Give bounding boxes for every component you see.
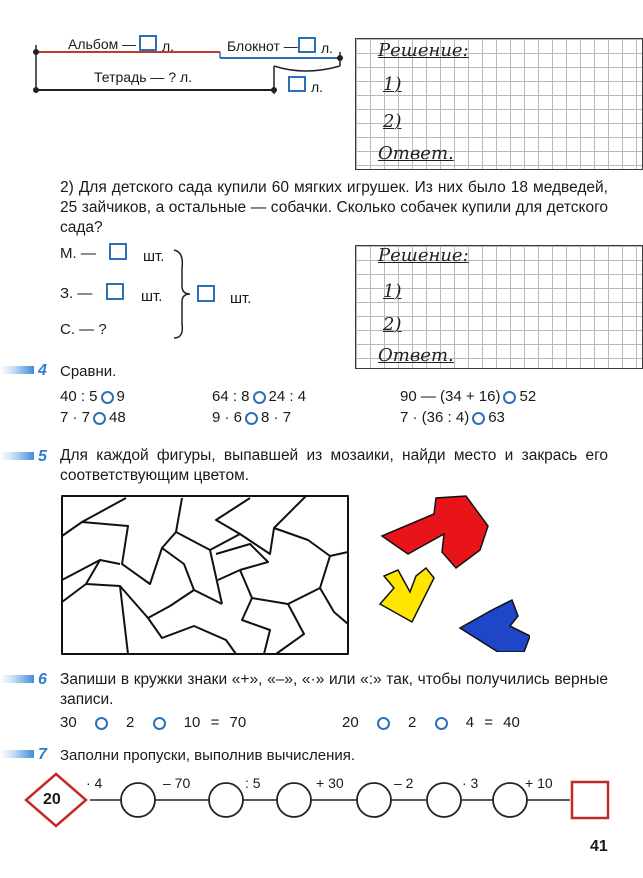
compare-left: 9 · 6 (212, 409, 243, 426)
task2-total-box[interactable] (197, 285, 215, 302)
sign-circle[interactable] (435, 717, 448, 730)
solution-1-step1: 1) (383, 74, 402, 95)
mosaic-loose-pieces (370, 492, 530, 652)
compare-circle[interactable] (101, 391, 114, 404)
task2-bunnies-unit: шт. (141, 288, 163, 305)
compare-right: 48 (109, 409, 126, 426)
blue-piece (460, 600, 530, 652)
compare-right: 9 (116, 388, 125, 405)
album-answer-box[interactable] (139, 35, 157, 51)
chain-circle-4 (357, 783, 391, 817)
expr-number: 10 (183, 714, 201, 731)
difference-answer-box[interactable] (288, 76, 306, 92)
notebook-unit: л. (321, 40, 334, 56)
compare-item-5 (400, 389, 536, 404)
equals-sign: = (484, 714, 493, 731)
task4-title: Сравни. (60, 363, 117, 380)
expr-result: 40 (503, 714, 520, 731)
compare-circle[interactable] (503, 391, 516, 404)
task2-bears-label: М. — (60, 245, 96, 262)
compare-item-4 (212, 410, 291, 425)
album-label: Альбом — (68, 36, 137, 52)
task2-bears-unit: шт. (143, 248, 165, 265)
page-number: 41 (590, 838, 608, 855)
copybook-label: Тетрадь — ? л. (94, 69, 193, 85)
compare-circle[interactable] (245, 412, 258, 425)
compare-left: 7 · 7 (60, 409, 91, 426)
chain-op-4: + 30 (316, 775, 344, 791)
task7-number: 7 (38, 746, 47, 763)
solution-2-step2: 2) (383, 314, 402, 335)
task2-bears-box[interactable] (109, 243, 127, 260)
task6-bar (0, 675, 34, 683)
solution-1-answer: Ответ. (378, 143, 454, 164)
compare-circle[interactable] (472, 412, 485, 425)
mosaic-outline[interactable] (60, 494, 350, 656)
chain-result-box (572, 782, 608, 818)
compare-right: 24 : 4 (268, 388, 307, 405)
task4-number: 4 (38, 362, 47, 379)
chain-start-value: 20 (43, 791, 61, 808)
chain-op-1: · 4 (86, 775, 103, 791)
chain-circle-5 (427, 783, 461, 817)
yellow-piece (380, 568, 434, 622)
compare-left: 90 — (34 + 16) (400, 388, 501, 405)
task6-number: 6 (38, 671, 47, 688)
task5-bar (0, 452, 34, 460)
expr-number: 2 (126, 714, 135, 731)
notebook-label: Блокнот — (227, 38, 298, 54)
task7-bar (0, 750, 34, 758)
chain-circle-6 (493, 783, 527, 817)
compare-item-1 (60, 389, 125, 404)
compare-right: 63 (488, 409, 505, 426)
chain-op-5: – 2 (394, 775, 414, 791)
solution-2-step1: 1) (383, 281, 402, 302)
difference-unit: л. (311, 79, 324, 95)
task5-number: 5 (38, 448, 47, 465)
task2-dogs-label: С. — ? (60, 321, 107, 338)
compare-left: 40 : 5 (60, 388, 98, 405)
chain-circle-2 (209, 783, 243, 817)
compare-item-2 (60, 410, 126, 425)
solution-2-title: Решение: (378, 245, 469, 266)
task2-text: 2) Для детского сада купили 60 мягких игрушек. Из них было 18 медведей, 25 зайчиков, а остальные — собачки. Сколько собачек купили для детского сада? (60, 179, 608, 236)
chain-op-3: : 5 (245, 775, 261, 791)
expr-number: 4 (465, 714, 475, 731)
album-unit: л. (162, 38, 175, 54)
sign-circle[interactable] (377, 717, 390, 730)
task7-text: Заполни пропуски, выполнив вычисления. (60, 747, 356, 764)
compare-item-3 (212, 389, 306, 404)
task6-expr-1 (60, 715, 246, 730)
task5-text: Для каждой фигуры, выпавшей из мозаики, найди место и закрась его соответствующим цветом. (60, 447, 608, 484)
chain-circle-3 (277, 783, 311, 817)
solution-1-step2: 2) (383, 111, 402, 132)
expr-number: 20 (342, 714, 359, 731)
solution-2-answer: Ответ. (378, 345, 454, 366)
notebook-answer-box[interactable] (298, 37, 316, 53)
compare-circle[interactable] (253, 391, 266, 404)
expr-result: 70 (229, 714, 247, 731)
compare-item-6 (400, 410, 505, 425)
chain-op-6: · 3 (462, 775, 479, 791)
chain-op-2: – 70 (163, 775, 191, 791)
compare-right: 52 (519, 388, 537, 405)
expr-number: 30 (60, 714, 77, 731)
task2-bunnies-box[interactable] (106, 283, 124, 300)
compare-left: 7 · (36 : 4) (400, 409, 470, 426)
task2-brace (170, 248, 200, 340)
task6-text: Запиши в кружки знаки «+», «–», «·» или «:» так, чтобы получились верные записи. (60, 671, 608, 708)
task6-expr-2 (342, 715, 520, 730)
task2-total-unit: шт. (230, 290, 252, 307)
compare-right: 8 · 7 (261, 409, 292, 426)
task2-bunnies-label: З. — (60, 285, 93, 302)
expr-number: 2 (408, 714, 417, 731)
sign-circle[interactable] (95, 717, 108, 730)
red-piece (382, 496, 488, 568)
chain-op-7: + 10 (525, 775, 553, 791)
task4-bar (0, 366, 34, 374)
chain-circle-1 (121, 783, 155, 817)
solution-1-title: Решение: (378, 40, 469, 61)
equals-sign: = (210, 714, 220, 731)
compare-left: 64 : 8 (212, 388, 250, 405)
sign-circle[interactable] (153, 717, 166, 730)
compare-circle[interactable] (93, 412, 106, 425)
